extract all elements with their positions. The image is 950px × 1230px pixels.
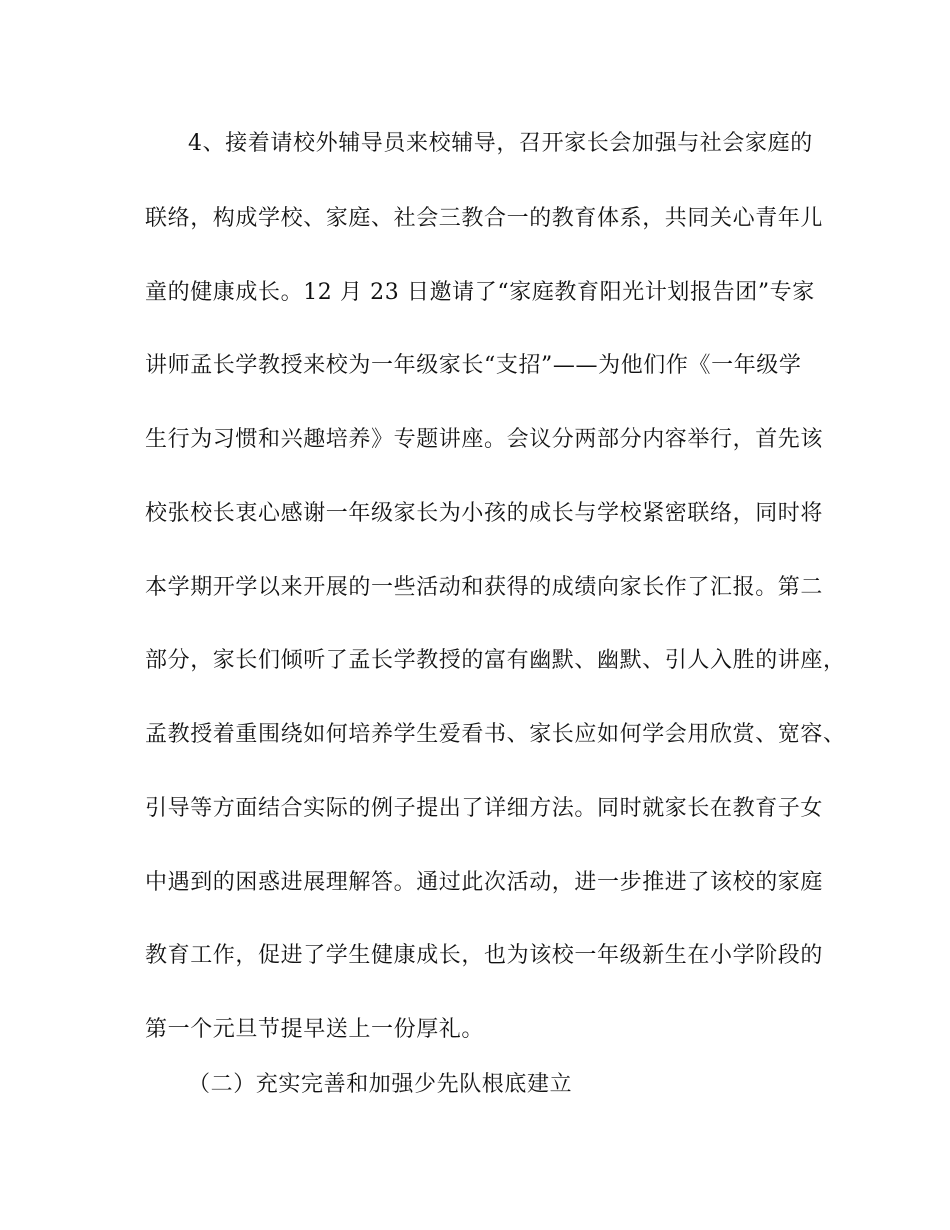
paragraph-line: 童的健康成长。12 月 23 日邀请了“家庭教育阳光计划报告团”专家: [145, 280, 815, 305]
paragraph-line: 引导等方面结合实际的例子提出了详细方法。同时就家长在教育子女: [145, 796, 824, 821]
paragraph-line: 中遇到的困惑进展理解答。通过此次活动，进一步推进了该校的家庭: [145, 870, 824, 895]
paragraph-line: 部分，家长们倾听了孟长学教授的富有幽默、幽默、引人入胜的讲座，: [145, 648, 846, 673]
section-heading: （二）充实完善和加强少先队根底建立: [188, 1072, 573, 1097]
paragraph-line: 教育工作，促进了学生健康成长，也为该校一年级新生在小学阶段的: [145, 943, 824, 968]
paragraph-line: 校张校长衷心感谢一年级家长为小孩的成长与学校紧密联络，同时将: [145, 501, 824, 526]
paragraph-line: 联络，构成学校、家庭、社会三教合一的教育体系，共同关心青年儿: [145, 206, 824, 231]
paragraph-line: 讲师孟长学教授来校为一年级家长“支招”——为他们作《一年级学: [145, 353, 802, 378]
paragraph-line: 生行为习惯和兴趣培养》专题讲座。会议分两部分内容举行，首先该: [145, 427, 824, 452]
paragraph-line: 本学期开学以来开展的一些活动和获得的成绩向家长作了汇报。第二: [145, 575, 824, 600]
paragraph-line: 孟教授着重围绕如何培养学生爱看书、家长应如何学会用欣赏、宽容、: [145, 722, 846, 747]
paragraph-line: 4、接着请校外辅导员来校辅导，召开家长会加强与社会家庭的: [188, 131, 813, 156]
paragraph-line: 第一个元旦节提早送上一份厚礼。: [145, 1017, 485, 1042]
